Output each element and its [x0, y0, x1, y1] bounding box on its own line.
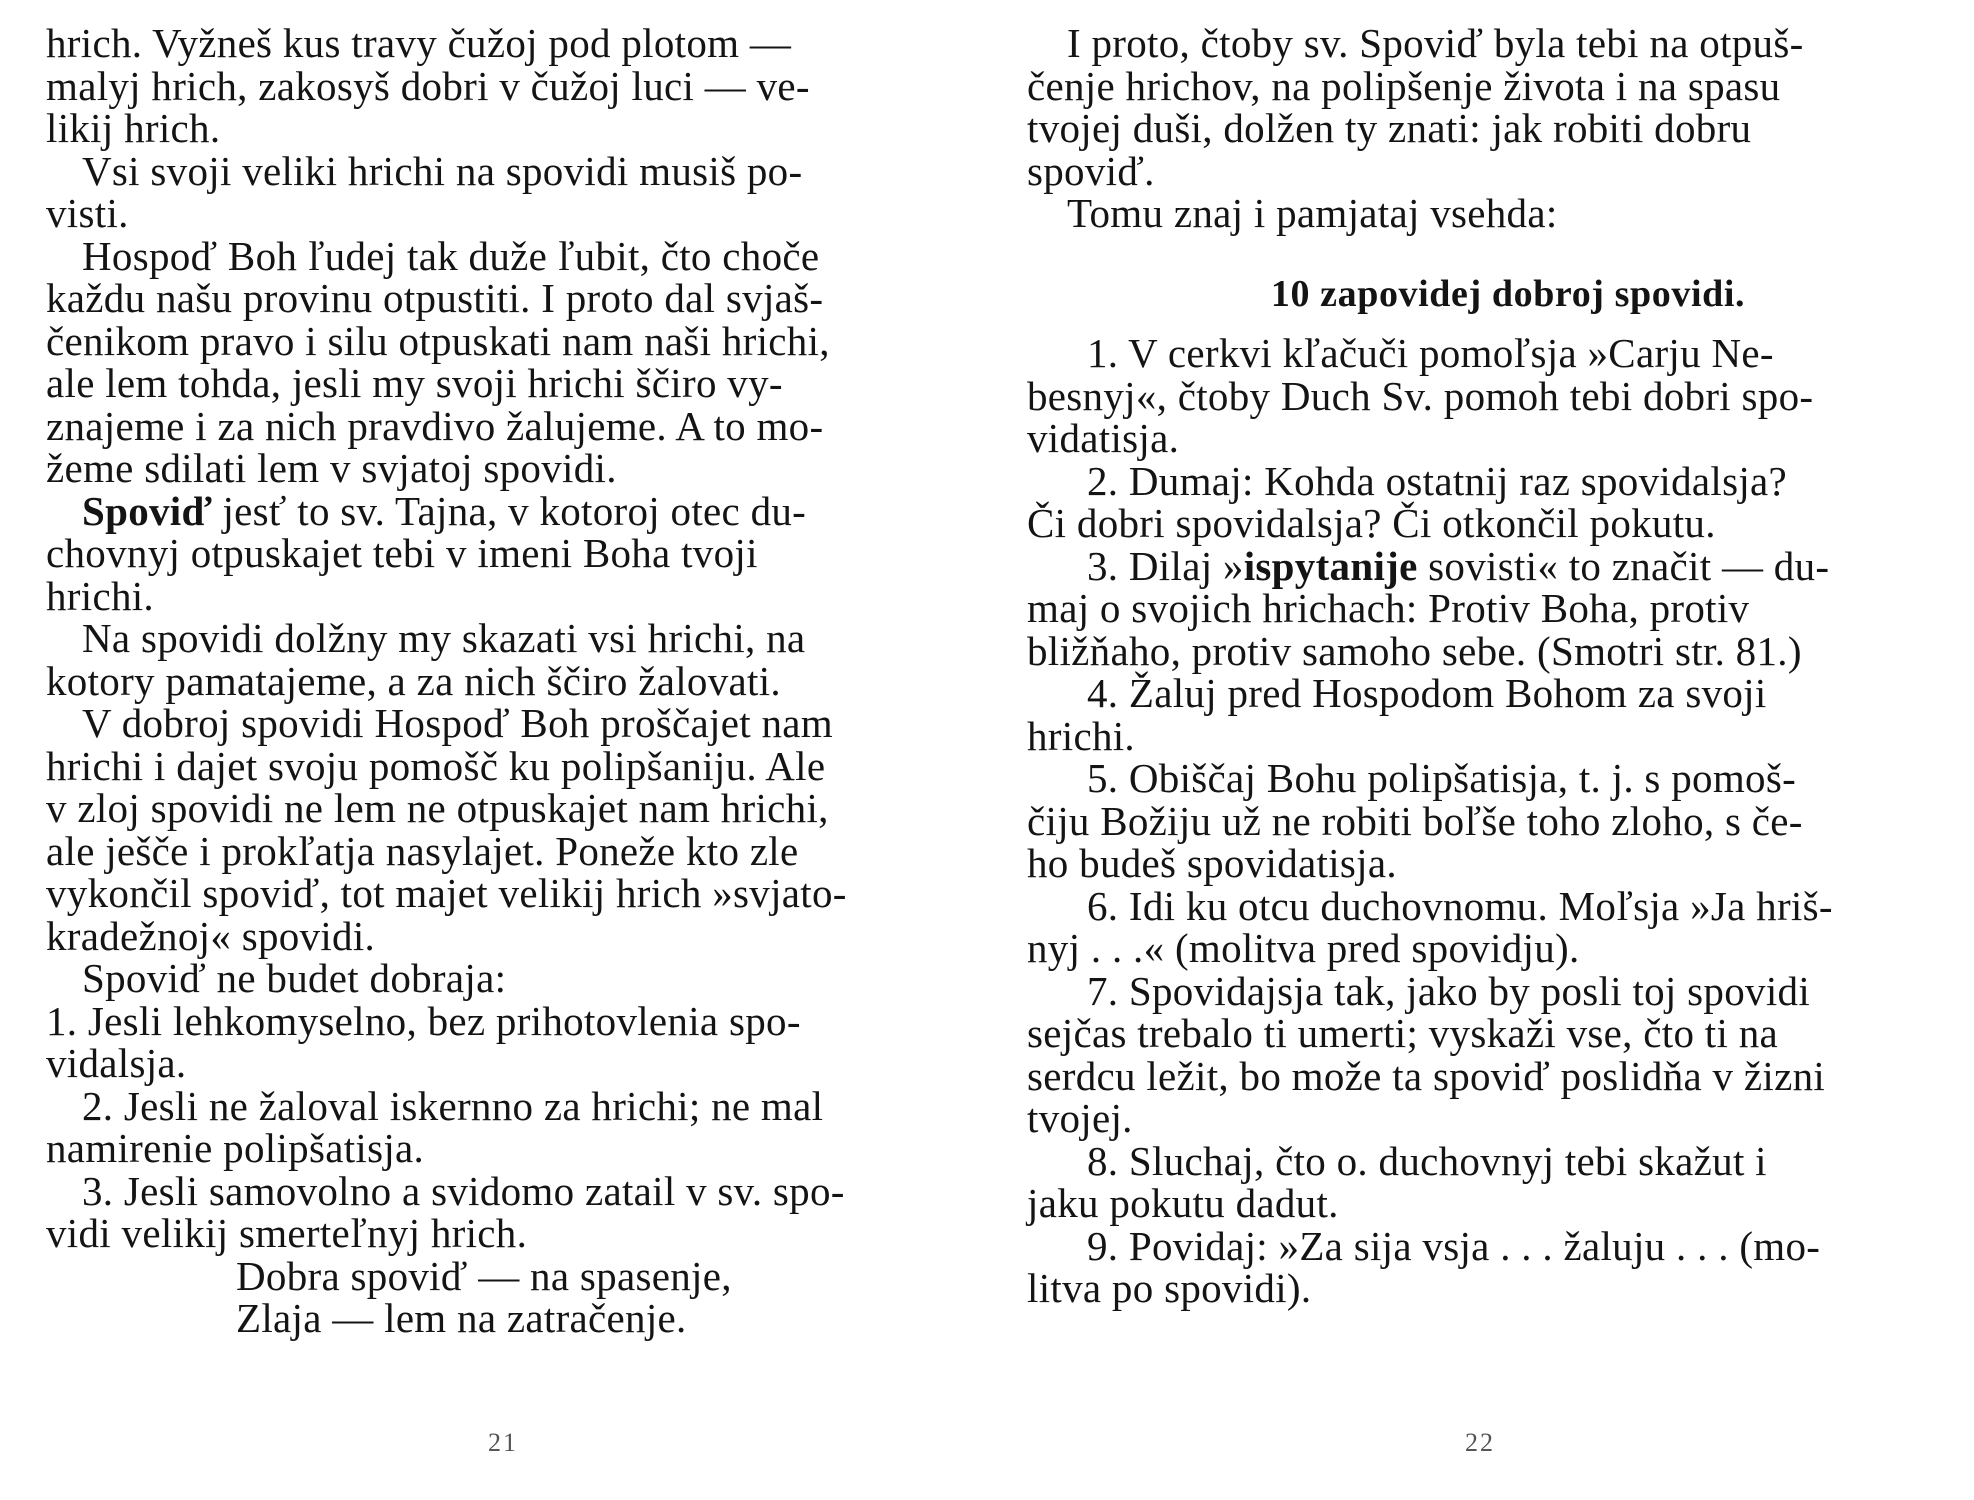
- text-line: [46, 487, 968, 534]
- text-run: jesť to sv. Tajna, v kotoroj otec du-: [222, 487, 807, 534]
- text-line: 1. V cerkvi kľačuči pomoľsja »Carju Ne-: [1087, 330, 1774, 376]
- poem-line: Zlaja — lem na zatračenje.: [236, 1295, 687, 1341]
- text-line: tvojej duši, dolžen ty znati: jak robiti dobru: [1027, 105, 1752, 151]
- text-line: jaku pokutu dadut.: [1027, 1180, 1339, 1226]
- text-line: vidi velikij smerteľnyj hrich.: [46, 1210, 528, 1256]
- text-line: kradežnoj« spovidi.: [46, 912, 376, 959]
- section-heading: 10 zapovidej dobroj spovidi.: [1270, 272, 1746, 315]
- text-line: 7. Spovidajsja tak, jako by posli toj spovidi: [1087, 967, 1811, 1014]
- text-line: vykončil spoviď, tot majet velikij hrich »svjato-: [46, 870, 847, 916]
- text-line: spoviď.: [1027, 147, 1155, 194]
- text-line: Na spovidi dolžny my skazati vsi hrichi, na: [82, 615, 806, 661]
- text-line: 3. Jesli samovolno a svidomo zatail v sv. spo-: [82, 1167, 845, 1214]
- text-line: hrichi.: [46, 572, 154, 619]
- text-line: likij hrich.: [46, 105, 221, 151]
- text-line: malyj hrich, zakosyš dobri v čužoj luci — ve-: [46, 62, 810, 109]
- text-line: čenje hrichov, na polipšenje života i na spasu: [1027, 62, 1781, 109]
- text-line: I proto, čtoby sv. Spoviď byla tebi na otpuš-: [1067, 20, 1804, 66]
- text-line: hrich. Vyžneš kus travy čužoj pod plotom —: [46, 20, 792, 66]
- text-line: ho budeš spovidatisja.: [1027, 840, 1397, 886]
- text-line: [1027, 542, 1949, 589]
- text-line: v zloj spovidi ne lem ne otpuskajet nam hrichi,: [46, 785, 829, 831]
- text-line: 8. Sluchaj, čto o. duchovnyj tebi skažut i: [1087, 1137, 1767, 1184]
- text-line: 1. Jesli lehkomyselno, bez prihotovlenia spo-: [46, 997, 801, 1044]
- text-line: maj o svojich hrichach: Protiv Boha, protiv: [1027, 585, 1750, 631]
- bold-term: Spoviď: [82, 487, 212, 534]
- text-line: chovnyj otpuskajet tebi v imeni Boha tvoji: [46, 530, 758, 576]
- text-line: nyj . . .« (molitva pred spovidju).: [1027, 925, 1580, 971]
- text-line: Spoviď ne budet dobraja:: [82, 955, 507, 1001]
- text-line: 2. Dumaj: Kohda ostatnij raz spovidalsja?: [1087, 457, 1788, 504]
- bold-term: ispytanije: [1243, 542, 1418, 589]
- text-line: každu našu provinu otpustiti. I proto dal svjaš-: [46, 275, 824, 321]
- text-line: Či dobri spovidalsja? Či otkončil pokutu.: [1027, 500, 1716, 546]
- text-line: 9. Povidaj: »Za sija vsja . . . žaluju . . . (mo-: [1087, 1222, 1821, 1269]
- text-line: vidalsja.: [46, 1040, 187, 1086]
- text-line: čiju Božiju už ne robiti boľše toho zloho, s če-: [1027, 797, 1803, 844]
- text-line: ale ješče i prokľatja nasylajet. Poneže kto zle: [46, 827, 799, 874]
- text-line: litva po spovidi).: [1027, 1265, 1312, 1311]
- text-line: vidatisja.: [1027, 415, 1180, 461]
- page-number-left: 21: [488, 1428, 518, 1457]
- text-line: ale lem tohda, jesli my svoji hrichi ščiro vy-: [46, 360, 783, 406]
- text-line: V dobroj spovidi Hospoď Boh proščajet nam: [82, 700, 833, 746]
- text-line: 6. Idi ku otcu duchovnomu. Moľsja »Ja hriš-: [1087, 882, 1833, 929]
- text-line: znajeme i za nich pravdivo žalujeme. A to mo-: [46, 402, 824, 449]
- page-number-right: 22: [1465, 1428, 1495, 1457]
- right-page: [1027, 22, 1949, 1310]
- text-line: 4. Žaluj pred Hospodom Bohom za svoji: [1087, 670, 1767, 716]
- text-line: visti.: [46, 190, 129, 236]
- text-line: Hospoď Boh ľudej tak duže ľubit, čto choče: [82, 232, 820, 279]
- text-line: hrichi.: [1027, 712, 1135, 759]
- text-run: sovisti« to značit — du-: [1428, 542, 1830, 589]
- text-line: Vsi svoji veliki hrichi na spovidi musiš po-: [82, 147, 803, 194]
- left-page: [46, 22, 968, 1340]
- text-line: tvojej.: [1027, 1095, 1133, 1141]
- text-line: Tomu znaj i pamjataj vsehda:: [1067, 190, 1558, 236]
- text-line: hrichi i dajet svoju pomošč ku polipšaniju. Ale: [46, 742, 826, 789]
- text-line: sejčas trebalo ti umerti; vyskaži vse, čto ti na: [1027, 1010, 1779, 1056]
- text-line: serdcu ležit, bo može ta spoviď poslidňa v žizni: [1027, 1052, 1826, 1099]
- poem-line: Dobra spoviď — na spasenje,: [236, 1252, 732, 1299]
- text-line: čenikom pravo i silu otpuskati nam naši hrichi,: [46, 317, 830, 364]
- text-line: 2. Jesli ne žaloval iskernno za hrichi; ne mal: [82, 1082, 824, 1129]
- text-line: namirenie polipšatisja.: [46, 1125, 425, 1171]
- text-line: kotory pamatajeme, a za nich ščiro žalovati.: [46, 657, 781, 704]
- text-line: žeme sdilati lem v svjatoj spovidi.: [46, 445, 617, 491]
- text-line: besnyj«, čtoby Duch Sv. pomoh tebi dobri spo-: [1027, 372, 1814, 419]
- text-line: 5. Obiščaj Bohu polipšatisja, t. j. s pomoš-: [1087, 755, 1797, 801]
- text-line: bližňaho, protiv samoho sebe. (Smotri str. 81.): [1027, 627, 1802, 674]
- text-run: 3. Dilaj »: [1087, 542, 1244, 589]
